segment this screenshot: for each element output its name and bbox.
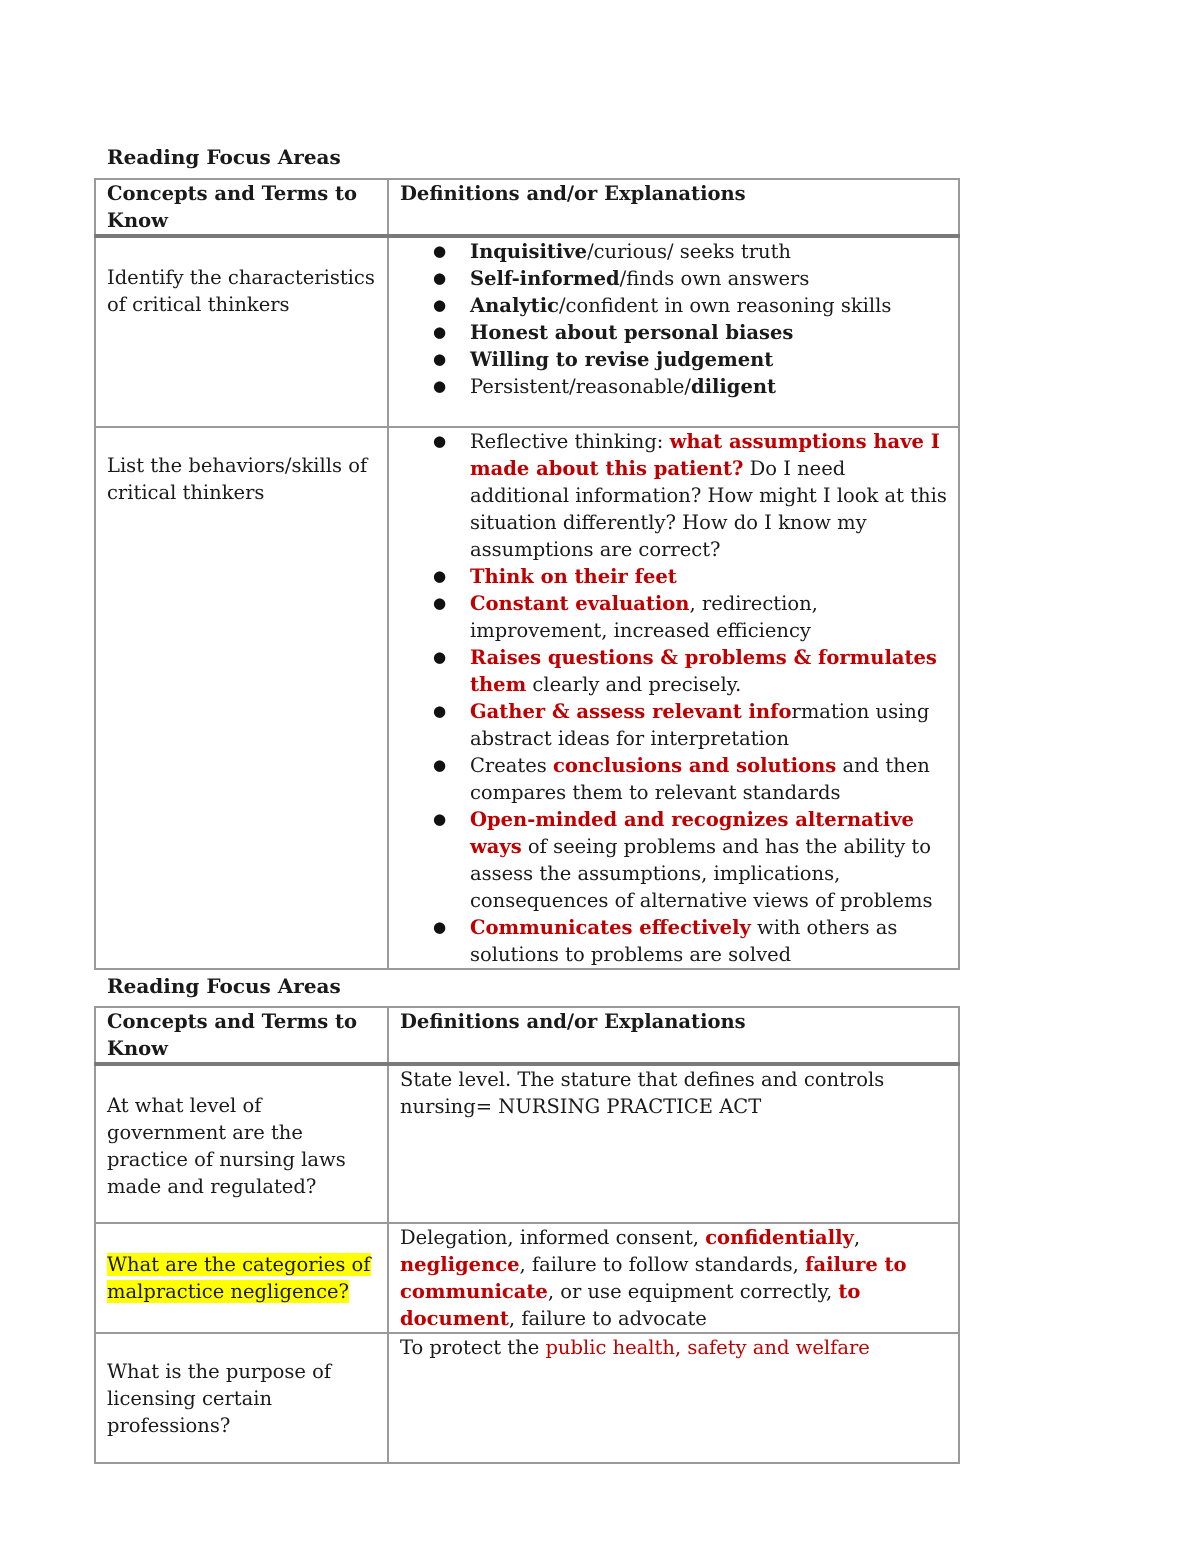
column-header-definitions: Definitions and/or Explanations [388, 179, 959, 236]
definition-cell: Delegation, informed consent, confidentially, negligence, failure to follow standards, failure to communicate, or use equipment correctly, to document, failure to advocate [388, 1223, 959, 1333]
reading-focus-table-1 [94, 178, 960, 970]
section-heading-1: Reading Focus Areas [107, 145, 341, 169]
table-row [95, 1333, 959, 1463]
list-item: ● Gather & assess relevant information using abstract ideas for interpretation [470, 698, 948, 752]
behaviors-list [400, 428, 948, 968]
list-item: ● Reflective thinking: what assumptions have I made about this patient? Do I need additional information? How might I look at this situation differently? How do I know my assumptions are correct? [470, 428, 948, 563]
list-item: ● Think on their feet [470, 563, 948, 590]
characteristics-list [400, 238, 948, 400]
concept-cell: What is the purpose of licensing certain professions? [95, 1333, 388, 1463]
table-header-row [95, 1007, 959, 1064]
concept-cell [95, 1223, 388, 1333]
table-row [95, 236, 959, 427]
list-item: ● Communicates effectively with others as solutions to problems are solved [470, 914, 948, 968]
concept-cell: Identify the characteristics of critical thinkers [95, 236, 388, 427]
definition-cell [388, 236, 959, 427]
list-item: ● Constant evaluation, redirection, improvement, increased efficiency [470, 590, 948, 644]
table-row [95, 427, 959, 969]
list-item: ● Persistent/reasonable/diligent [470, 373, 948, 400]
reading-focus-table-2 [94, 1006, 960, 1464]
concept-cell: List the behaviors/skills of critical thinkers [95, 427, 388, 969]
table-row [95, 1223, 959, 1333]
column-header-concepts: Concepts and Terms to Know [95, 1007, 388, 1064]
column-header-definitions: Definitions and/or Explanations [388, 1007, 959, 1064]
column-header-concepts: Concepts and Terms to Know [95, 179, 388, 236]
list-item: ● Honest about personal biases [470, 319, 948, 346]
concept-cell: At what level of government are the practice of nursing laws made and regulated? [95, 1064, 388, 1223]
list-item: ● Self-informed/finds own answers [470, 265, 948, 292]
definition-cell: To protect the public health, safety and welfare [388, 1333, 959, 1463]
definition-cell [388, 427, 959, 969]
definition-cell: State level. The stature that defines and controls nursing= NURSING PRACTICE ACT [388, 1064, 959, 1223]
list-item: ● Open-minded and recognizes alternative ways of seeing problems and has the ability to assess the assumptions, implications, consequences of alternative views of problems [470, 806, 948, 914]
table-header-row [95, 179, 959, 236]
list-item: ● Analytic/confident in own reasoning skills [470, 292, 948, 319]
list-item: ● Inquisitive/curious/ seeks truth [470, 238, 948, 265]
table-row [95, 1064, 959, 1223]
list-item: ● Willing to revise judgement [470, 346, 948, 373]
list-item: ● Raises questions & problems & formulates them clearly and precisely. [470, 644, 948, 698]
highlighted-question: What are the categories of malpractice negligence? [107, 1253, 371, 1303]
list-item: ● Creates conclusions and solutions and then compares them to relevant standards [470, 752, 948, 806]
section-heading-2: Reading Focus Areas [107, 974, 341, 998]
